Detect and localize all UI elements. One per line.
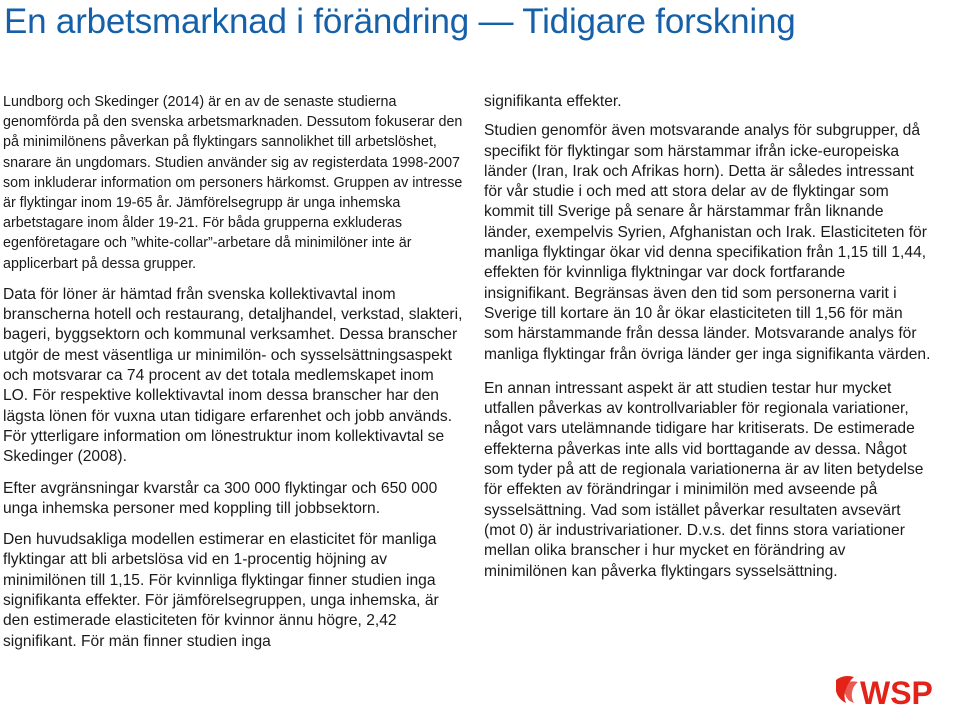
left-column [3,92,463,652]
paragraph-continuation: signifikanta effekter. [484,93,622,110]
paragraph-main-model: Den huvudsakliga modellen estimerar en elasticitet för manliga flyktingar att bli arbetslösa vid en 1-procentig höjning av minimilönen till 1,15. För kvinnliga flyktingar finner studien inga signifikanta effekter. För jämförelsegruppen, unga inhemska, är den estimerade elasticiteten för kvinnor ännu högre, 2,42 signifikant. För män finner studien inga [3,531,439,650]
paragraph-subgroup-analysis: Studien genomför även motsvarande analys för subgrupper, då specifikt för flyktingar som härstammar ifrån icke-europeiska länder (Iran, Irak och Afrikas horn). Detta är således intressant för vår studie i och med att stora delar av de flyktingar som kommit till Sverige på senare år härstammar från liknande länder, exempelvis Syrien, Afghanistan och Irak. Elasticiteten för manliga flyktingar ökar vid denna specifikation från 1,15 till 1,44, effekten för kvinnliga flyktningar var dock fortfarande insignifikant. Begränsas även den tid som personerna varit i Sverige till kortare än 10 år ökar elasticiteten till 1,56 för män som härstammande från dessa länder. Motsvarande analys för manliga flyktingar från övriga länder ger inga signifikanta värden. [484,122,931,363]
wsp-logo [834,672,952,710]
svg-text:WSP: WSP [860,675,933,710]
right-column [484,92,932,582]
paragraph-regional-controls: En annan intressant aspekt är att studien testar hur mycket utfallen påverkas av kontrollvariabler för regionala variationer, något vars utelämnande tidigare har kritiserats. De estimerade effekterna påverkas inte alls vid borttagande av dessa. Något som tyder på att de regionala variationerna är av liten betydelse för effekten av förändringar i minimilön med avseende på sysselsättning. Vad som istället påverkar resultaten avsevärt (mot 0) är industrivariationer. D.v.s. det finns stora variationer mellan olika branscher i hur mycket en förändring av minimilönen kan påverka flyktingars sysselsättning. [484,379,924,580]
page-title: En arbetsmarknad i förändring — Tidigare forskning [4,2,796,41]
paragraph-sample-size: Efter avgränsningar kvarstår ca 300 000 flyktingar och 650 000 unga inhemska personer med koppling till jobbsektorn. [3,479,438,517]
paragraph-study-intro: Lundborg och Skedinger (2014) är en av de senaste studierna genomförda på den svenska arbetsmarknaden. Dessutom fokuserar den på minimilönens påverkan på flyktingars sannolikhet till arbetslöshet, snarare än ungdomars. Studien använder sig av registerdata 1998-2007 som inkluderar information om personers härkomst. Gruppen av intresse är flyktingar inom 19-65 år. Jämförelsegrupp är unga inhemska arbetstagare inom ålder 19-21. För båda grupperna exkluderas egenföretagare och ”white-collar”-arbetare då minimilöner inte är applicerbart på dessa grupper. [3,94,463,272]
paragraph-wage-data: Data för löner är hämtad från svenska kollektivavtal inom branscherna hotell och restaurang, detaljhandel, verkstad, slakteri, bageri, byggsektorn och kommunal verksamhet. Dessa branscher utgör de mest väsentliga ur minimilön- och sysselsättningsaspekt och motsvarar ca 74 procent av det totala medlemskapet inom LO. För respektive kollektivavtal inom dessa branscher har den lägsta lönen för vuxna utan tidigare erfarenhet och jobb används. För ytterligare information om lönestruktur inom kollektivavtal se Skedinger (2008). [3,285,463,466]
